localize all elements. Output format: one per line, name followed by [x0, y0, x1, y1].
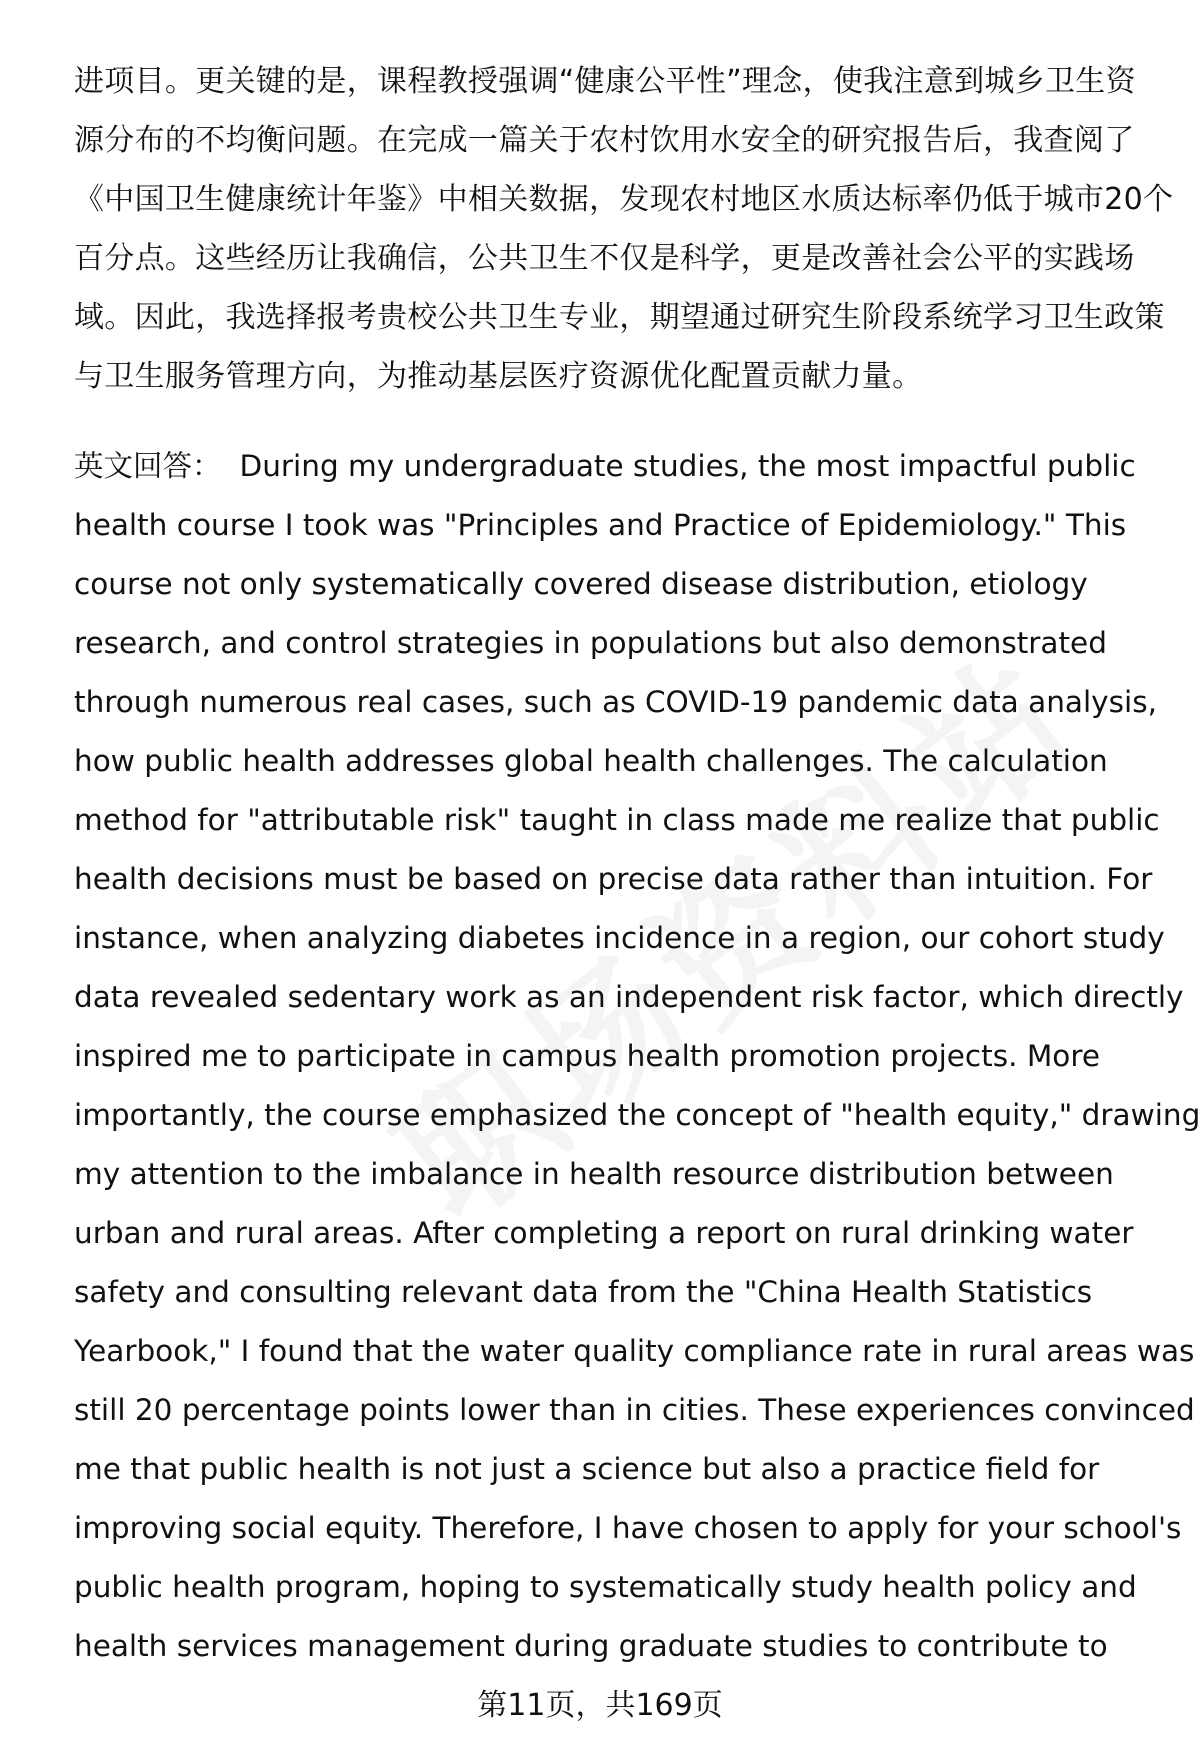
paragraph-line: 《中国卫生健康统计年鉴》中相关数据，发现农村地区水质达标率仍低于城市20个 — [74, 182, 1174, 217]
paragraph-line: 与卫生服务管理方向，为推动基层医疗资源优化配置贡献力量。 — [74, 359, 923, 394]
answer-line: improving social equity. Therefore, I have chosen to apply for your school's — [74, 1511, 1182, 1545]
paragraph-line: 百分点。这些经历让我确信，公共卫生不仅是科学，更是改善社会公平的实践场 — [74, 241, 1135, 276]
paragraph-line: 进项目。更关键的是，课程教授强调“健康公平性”理念，使我注意到城乡卫生资 — [74, 64, 1136, 99]
answer-line: inspired me to participate in campus health promotion projects. More — [74, 1039, 1100, 1073]
answer-line: data revealed sedentary work as an independent risk factor, which directly — [74, 980, 1184, 1014]
answer-first-line — [74, 437, 1154, 496]
answer-line: still 20 percentage points lower than in cities. These experiences convinced — [74, 1393, 1195, 1427]
answer-line: Yearbook," I found that the water quality compliance rate in rural areas was — [74, 1334, 1195, 1368]
answer-line: health decisions must be based on precise data rather than intuition. For — [74, 862, 1153, 896]
english-answer — [74, 437, 1200, 1676]
answer-line: health course I took was "Principles and Practice of Epidemiology." This — [74, 508, 1127, 542]
paragraph-line: 源分布的不均衡问题。在完成一篇关于农村饮用水安全的研究报告后，我查阅了 — [74, 123, 1135, 158]
answer-line: research, and control strategies in populations but also demonstrated — [74, 626, 1107, 660]
answer-line: how public health addresses global health challenges. The calculation — [74, 744, 1108, 778]
answer-line: safety and consulting relevant data from the "China Health Statistics — [74, 1275, 1093, 1309]
page-number: 第11页，共169页 — [477, 1688, 723, 1723]
answer-line: instance, when analyzing diabetes incidence in a region, our cohort study — [74, 921, 1165, 955]
answer-label: 英文回答： — [74, 449, 222, 483]
answer-line: my attention to the imbalance in health resource distribution between — [74, 1157, 1114, 1191]
paragraph-line: 域。因此，我选择报考贵校公共卫生专业，期望通过研究生阶段系统学习卫生政策 — [74, 300, 1165, 335]
answer-line: through numerous real cases, such as COVID-19 pandemic data analysis, — [74, 685, 1157, 719]
answer-line: course not only systematically covered disease distribution, etiology — [74, 567, 1088, 601]
answer-line: public health program, hoping to systematically study health policy and — [74, 1570, 1137, 1604]
answer-first-line-text: During my undergraduate studies, the most impactful public — [239, 449, 1136, 483]
answer-line: health services management during graduate studies to contribute to — [74, 1629, 1108, 1663]
answer-line: importantly, the course emphasized the concept of "health equity," drawing — [74, 1098, 1200, 1132]
answer-line: urban and rural areas. After completing a report on rural drinking water — [74, 1216, 1134, 1250]
answer-line: me that public health is not just a science but also a practice field for — [74, 1452, 1100, 1486]
chinese-paragraph — [74, 52, 1174, 406]
answer-line: method for "attributable risk" taught in class made me realize that public — [74, 803, 1160, 837]
